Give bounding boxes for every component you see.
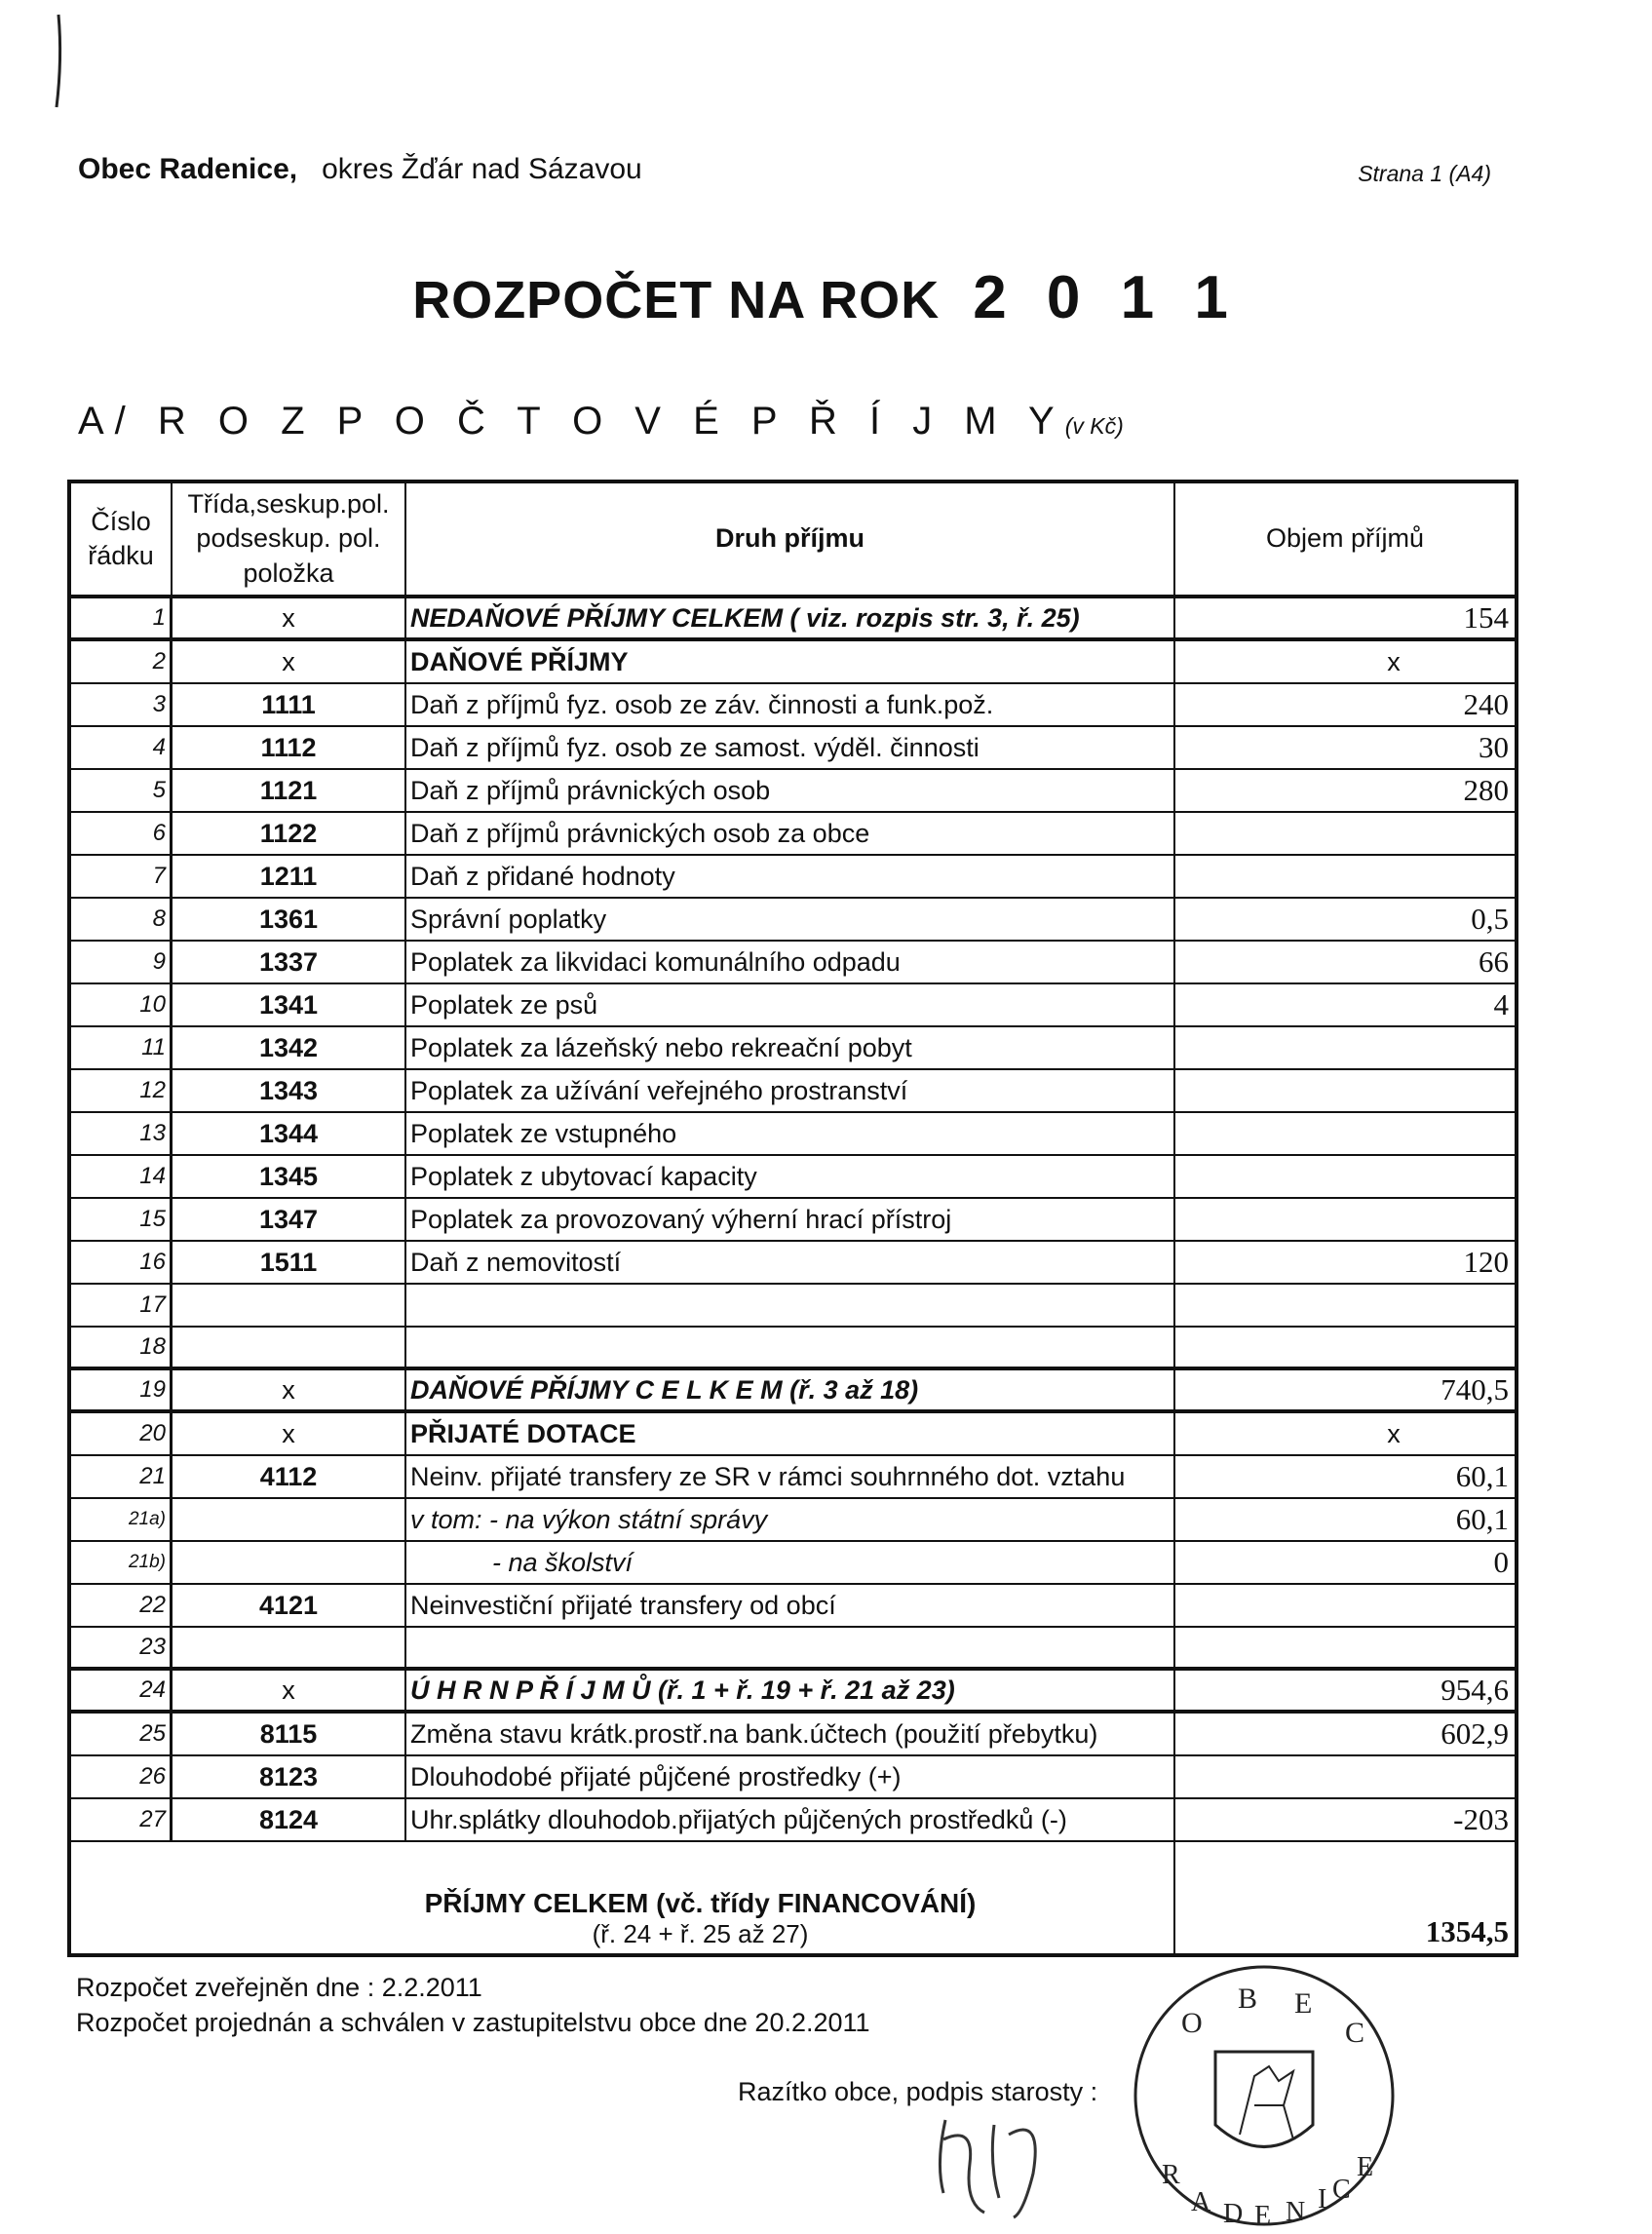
row-value: 240 xyxy=(1463,687,1509,721)
row-label xyxy=(406,1628,1175,1667)
row-code: 1111 xyxy=(173,684,406,725)
row-value: 154 xyxy=(1463,600,1509,635)
row-code: 8123 xyxy=(173,1756,406,1797)
table-row xyxy=(71,942,1515,984)
row-value: 30 xyxy=(1479,730,1509,764)
row-number: 14 xyxy=(71,1156,173,1197)
row-label: DAŇOVÉ PŘÍJMY C E L K E M (ř. 3 až 18) xyxy=(406,1370,1175,1409)
row-number: 19 xyxy=(71,1370,173,1409)
row-code xyxy=(173,1499,406,1540)
row-code xyxy=(173,1542,406,1583)
row-code: x xyxy=(173,641,406,682)
row-label: Daň z příjmů právnických osob xyxy=(406,770,1175,811)
table-row xyxy=(71,899,1515,942)
table-row xyxy=(71,1242,1515,1285)
row-label: Poplatek ze vstupného xyxy=(406,1113,1175,1154)
row-number: 3 xyxy=(71,684,173,725)
row-number: 8 xyxy=(71,899,173,940)
svg-text:N: N xyxy=(1286,2197,1306,2227)
page-number: Strana 1 (A4) xyxy=(1358,161,1491,186)
district-name: okres Žďár nad Sázavou xyxy=(322,153,642,185)
svg-text:E: E xyxy=(1254,2201,1272,2231)
total-label-cell xyxy=(71,1842,1175,1953)
row-label: Poplatek za užívání veřejného prostranství xyxy=(406,1070,1175,1111)
table-row xyxy=(71,1499,1515,1542)
row-number: 21b) xyxy=(71,1542,173,1583)
row-number: 13 xyxy=(71,1113,173,1154)
row-label: Změna stavu krátk.prostř.na bank.účtech (použití přebytku) xyxy=(406,1714,1175,1754)
table-row xyxy=(71,770,1515,813)
table-row xyxy=(71,684,1515,727)
row-code xyxy=(173,1328,406,1367)
table-row xyxy=(71,1456,1515,1499)
table-row xyxy=(71,1370,1515,1413)
mayor-signature xyxy=(916,2105,1101,2222)
row-label: Daň z příjmů fyz. osob ze samost. výděl. činnosti xyxy=(406,727,1175,768)
row-value: 280 xyxy=(1463,773,1509,807)
header-municipality xyxy=(78,153,642,186)
row-value xyxy=(1175,1328,1515,1367)
total-row xyxy=(71,1842,1515,1953)
municipal-stamp xyxy=(1123,1959,1405,2232)
row-value: -203 xyxy=(1453,1802,1509,1836)
header-class: Třída,seskup.pol. podseskup. pol. položka xyxy=(173,483,406,595)
table-row xyxy=(71,1285,1515,1328)
table-row xyxy=(71,1156,1515,1199)
svg-text:E: E xyxy=(1294,1987,1313,2020)
row-code xyxy=(173,1285,406,1326)
row-label: Neinv. přijaté transfery ze SR v rámci souhrnného dot. vztahu xyxy=(406,1456,1175,1497)
row-code: 1341 xyxy=(173,984,406,1025)
row-number: 4 xyxy=(71,727,173,768)
row-number: 12 xyxy=(71,1070,173,1111)
row-number: 15 xyxy=(71,1199,173,1240)
table-row xyxy=(71,984,1515,1027)
svg-text:D: D xyxy=(1223,2199,1244,2229)
total-label: PŘÍJMY CELKEM (vč. třídy FINANCOVÁNÍ) xyxy=(424,1888,977,1918)
row-number: 24 xyxy=(71,1671,173,1710)
row-number: 27 xyxy=(71,1799,173,1840)
row-code: x xyxy=(173,1413,406,1454)
svg-text:C: C xyxy=(1332,2175,1351,2205)
total-value: 1354,5 xyxy=(1425,1914,1509,1948)
row-value: 0,5 xyxy=(1471,902,1509,936)
svg-text:A: A xyxy=(1191,2187,1211,2217)
table-row xyxy=(71,1756,1515,1799)
row-number: 20 xyxy=(71,1413,173,1454)
row-code: 1121 xyxy=(173,770,406,811)
row-code: 1511 xyxy=(173,1242,406,1283)
row-value xyxy=(1175,1027,1515,1068)
row-value: x xyxy=(1387,1418,1401,1448)
row-label xyxy=(406,1328,1175,1367)
row-value: 120 xyxy=(1463,1245,1509,1279)
title-text: ROZPOČET NA ROK xyxy=(412,271,941,329)
published-note: Rozpočet zveřejněn dne : 2.2.2011 xyxy=(76,1973,482,2002)
table-row xyxy=(71,1113,1515,1156)
row-number: 26 xyxy=(71,1756,173,1797)
row-number: 16 xyxy=(71,1242,173,1283)
header-row-no: Číslo řádku xyxy=(71,483,173,595)
table-row xyxy=(71,1799,1515,1842)
row-label: Poplatek za likvidaci komunálního odpadu xyxy=(406,942,1175,982)
table-row xyxy=(71,1585,1515,1628)
row-number: 10 xyxy=(71,984,173,1025)
svg-text:C: C xyxy=(1345,2017,1365,2049)
row-number: 25 xyxy=(71,1714,173,1754)
row-code: 1211 xyxy=(173,856,406,897)
row-value xyxy=(1175,1285,1515,1326)
svg-text:B: B xyxy=(1238,1983,1258,2015)
stamp-label: Razítko obce, podpis starosty : xyxy=(738,2077,1098,2106)
row-value xyxy=(1175,1199,1515,1240)
table-row xyxy=(71,1070,1515,1113)
row-value xyxy=(1175,1070,1515,1111)
row-number: 9 xyxy=(71,942,173,982)
row-code: 1347 xyxy=(173,1199,406,1240)
row-code: x xyxy=(173,598,406,637)
row-code xyxy=(173,1628,406,1667)
table-row xyxy=(71,1199,1515,1242)
header-kind: Druh příjmu xyxy=(406,483,1175,595)
row-label: Neinvestiční přijaté transfery od obcí xyxy=(406,1585,1175,1626)
row-code: x xyxy=(173,1671,406,1710)
table-row xyxy=(71,1671,1515,1714)
row-value xyxy=(1175,1156,1515,1197)
header-amount: Objem příjmů xyxy=(1265,523,1425,554)
row-code: 8115 xyxy=(173,1714,406,1754)
total-formula: (ř. 24 + ř. 25 až 27) xyxy=(592,1919,809,1948)
row-value: 60,1 xyxy=(1455,1502,1509,1536)
row-code: 1361 xyxy=(173,899,406,940)
section-unit: (v Kč) xyxy=(1064,413,1124,439)
section-text: A/ R O Z P O Č T O V É P Ř Í J M Y xyxy=(78,400,1065,443)
margin-mark xyxy=(51,10,70,117)
table-row xyxy=(71,1542,1515,1585)
row-value: 954,6 xyxy=(1441,1673,1509,1707)
row-label: Daň z nemovitostí xyxy=(406,1242,1175,1283)
row-number: 17 xyxy=(71,1285,173,1326)
row-code: x xyxy=(173,1370,406,1409)
row-label: DAŇOVÉ PŘÍJMY xyxy=(406,641,1175,682)
row-label: Ú H R N P Ř Í J M Ů (ř. 1 + ř. 19 + ř. 21 až 23) xyxy=(406,1671,1175,1710)
table-row xyxy=(71,1328,1515,1370)
row-value: x xyxy=(1387,646,1401,676)
row-code: 1342 xyxy=(173,1027,406,1068)
row-number: 23 xyxy=(71,1628,173,1667)
table-row xyxy=(71,598,1515,641)
row-label: Správní poplatky xyxy=(406,899,1175,940)
row-value xyxy=(1175,1585,1515,1626)
row-value: 4 xyxy=(1493,987,1509,1021)
row-value xyxy=(1175,1756,1515,1797)
approved-note: Rozpočet projednán a schválen v zastupitelstvu obce dne 20.2.2011 xyxy=(76,2008,870,2037)
row-label: - na školství xyxy=(406,1542,1175,1583)
row-code: 1337 xyxy=(173,942,406,982)
table-row xyxy=(71,1027,1515,1070)
row-label: PŘIJATÉ DOTACE xyxy=(406,1413,1175,1454)
row-code: 1112 xyxy=(173,727,406,768)
section-heading xyxy=(78,400,1124,443)
row-number: 18 xyxy=(71,1328,173,1367)
svg-text:I: I xyxy=(1318,2184,1327,2215)
row-label: Poplatek z ubytovací kapacity xyxy=(406,1156,1175,1197)
row-number: 7 xyxy=(71,856,173,897)
row-label: Daň z příjmů fyz. osob ze záv. činnosti a funk.pož. xyxy=(406,684,1175,725)
row-label: Poplatek ze psů xyxy=(406,984,1175,1025)
municipality-name: Obec Radenice, xyxy=(78,153,298,185)
table-row xyxy=(71,1628,1515,1671)
row-number: 11 xyxy=(71,1027,173,1068)
row-label: Poplatek za lázeňský nebo rekreační pobyt xyxy=(406,1027,1175,1068)
row-label: Dlouhodobé přijaté půjčené prostředky (+) xyxy=(406,1756,1175,1797)
row-code: 8124 xyxy=(173,1799,406,1840)
row-code: 1122 xyxy=(173,813,406,854)
row-label: Daň z příjmů právnických osob za obce xyxy=(406,813,1175,854)
table-row xyxy=(71,813,1515,856)
row-code: 4112 xyxy=(173,1456,406,1497)
table-row xyxy=(71,641,1515,684)
row-value: 60,1 xyxy=(1455,1459,1509,1493)
row-label: Poplatek za provozovaný výherní hrací přístroj xyxy=(406,1199,1175,1240)
row-number: 6 xyxy=(71,813,173,854)
svg-text:O: O xyxy=(1181,2007,1203,2039)
row-code: 4121 xyxy=(173,1585,406,1626)
row-code: 1344 xyxy=(173,1113,406,1154)
row-value xyxy=(1175,856,1515,897)
row-label: Daň z přidané hodnoty xyxy=(406,856,1175,897)
row-label xyxy=(406,1285,1175,1326)
row-value xyxy=(1175,813,1515,854)
row-number: 1 xyxy=(71,598,173,637)
row-value: 0 xyxy=(1493,1545,1509,1579)
table-body xyxy=(71,598,1515,1842)
table-row xyxy=(71,727,1515,770)
table-header xyxy=(71,483,1515,598)
row-code: 1345 xyxy=(173,1156,406,1197)
row-value: 66 xyxy=(1479,944,1509,979)
row-label: NEDAŇOVÉ PŘÍJMY CELKEM ( viz. rozpis str. 3, ř. 25) xyxy=(406,598,1175,637)
row-number: 21a) xyxy=(71,1499,173,1540)
row-value: 602,9 xyxy=(1441,1716,1509,1751)
row-number: 2 xyxy=(71,641,173,682)
row-number: 22 xyxy=(71,1585,173,1626)
table-row xyxy=(71,1413,1515,1456)
budget-table xyxy=(67,480,1518,1957)
row-number: 5 xyxy=(71,770,173,811)
row-number: 21 xyxy=(71,1456,173,1497)
svg-text:R: R xyxy=(1162,2160,1180,2190)
table-row xyxy=(71,856,1515,899)
page-title xyxy=(0,263,1652,332)
row-label: v tom: - na výkon státní správy xyxy=(406,1499,1175,1540)
row-value xyxy=(1175,1113,1515,1154)
footer-notes xyxy=(76,1970,870,2040)
row-value xyxy=(1175,1628,1515,1667)
row-code: 1343 xyxy=(173,1070,406,1111)
title-year: 2 0 1 1 xyxy=(973,264,1240,331)
svg-text:E: E xyxy=(1357,2152,1374,2182)
table-row xyxy=(71,1714,1515,1756)
row-value: 740,5 xyxy=(1441,1372,1509,1406)
row-label: Uhr.splátky dlouhodob.přijatých půjčených prostředků (-) xyxy=(406,1799,1175,1840)
